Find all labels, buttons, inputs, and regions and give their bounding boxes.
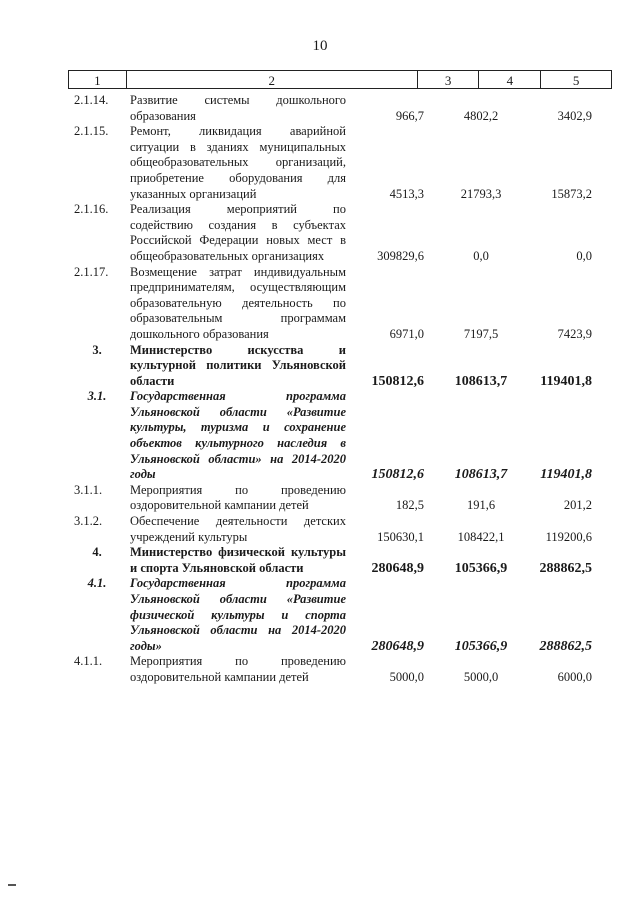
row-name: Ремонт, ликвидация аварийной ситуации в зданиях муниципальных общеобразовательных организаций, приобретение оборудования для указанных организаций (130, 124, 346, 201)
row-name: Реализация мероприятий по содействию создания в субъектах Российской Федерации новых мест в общеобразовательных организациях (130, 202, 346, 263)
table-header (68, 70, 612, 89)
row-value-col3: 280648,9 (371, 560, 424, 576)
row-value-col3: 6971,0 (389, 326, 424, 341)
row-value-col4: 108613,7 (454, 467, 508, 483)
row-name: Мероприятия по проведению оздоровительной кампании детей (130, 654, 346, 684)
row-name: Возмещение затрат индивидуальным предпринимателям, осуществляющим образовательную деятельность по образовательным программам дошкольного образования (130, 264, 346, 341)
row-value-col3: 280648,9 (371, 638, 424, 654)
row-value-col5: 288862,5 (539, 638, 592, 654)
table-row-program (68, 389, 628, 483)
row-number: 4.1. (87, 576, 107, 591)
row-value-col5: 6000,0 (557, 669, 592, 684)
row-number: 3.1.2. (74, 514, 103, 529)
row-number: 2.1.14. (74, 93, 109, 107)
row-number: 4.1.1. (74, 654, 103, 669)
header-col-5: 5 (572, 73, 580, 88)
row-number: 3.1.1. (74, 482, 103, 497)
row-value-col4: 191,6 (466, 498, 496, 513)
header-col-4: 4 (479, 71, 541, 88)
row-name: Министерство физической культуры и спорта Ульяновской области (130, 545, 346, 575)
row-name: Развитие системы дошкольного образования (130, 93, 346, 123)
header-col-1: 1 (69, 71, 127, 88)
row-number: 2.1.16. (74, 202, 109, 217)
row-value-col5: 3402,9 (557, 108, 592, 123)
row-value-col4: 7197,5 (463, 326, 499, 341)
row-number: 4. (92, 545, 102, 560)
table-row (68, 93, 628, 124)
table-row (68, 202, 628, 264)
row-value-col4: 0,0 (473, 248, 489, 263)
row-name: Мероприятия по проведению оздоровительной кампании детей (130, 482, 346, 513)
row-value-col3: 150630,1 (377, 529, 424, 544)
row-number: 3.1. (87, 389, 107, 404)
table-row (68, 514, 628, 545)
row-value-col3: 150812,6 (371, 467, 424, 483)
table-row (68, 265, 628, 343)
header-col-2: 2 (127, 71, 418, 88)
row-value-col4: 105366,9 (454, 560, 508, 576)
table-row-program (68, 576, 628, 654)
scan-edge-mark (8, 884, 16, 886)
row-value-col4: 105366,9 (454, 638, 508, 654)
row-value-col4: 108613,7 (454, 373, 508, 389)
row-number: 3. (92, 342, 102, 357)
row-number: 2.1.15. (74, 124, 109, 139)
page-number: 10 (312, 38, 328, 54)
row-value-col5: 0,0 (576, 248, 592, 263)
row-value-col5: 119200,6 (545, 529, 592, 544)
table-body (68, 93, 628, 686)
row-value-col4: 4802,2 (463, 108, 499, 123)
table-row (68, 124, 628, 202)
row-number: 2.1.17. (74, 264, 109, 279)
row-value-col3: 150812,6 (371, 373, 424, 389)
table-row (68, 654, 628, 685)
row-value-col3: 4513,3 (389, 186, 424, 201)
table-row-ministry (68, 343, 628, 390)
row-name: Министерство искусства и культурной политики Ульяновской области (130, 342, 346, 388)
row-value-col4: 108422,1 (457, 529, 505, 544)
row-value-col3: 5000,0 (389, 669, 424, 684)
table-row (68, 483, 628, 514)
table-row-ministry (68, 545, 628, 576)
row-value-col5: 15873,2 (551, 186, 592, 201)
row-value-col3: 309829,6 (377, 248, 424, 263)
header-col-3: 3 (418, 71, 480, 88)
row-name: Государственная программа Ульяновской области «Развитие культуры, туризма и сохранение объектов культурного наследия в Ульяновской области» на 2014-2020 годы (130, 389, 346, 482)
row-value-col5: 7423,9 (557, 326, 592, 341)
row-value-col5: 119401,8 (540, 373, 592, 389)
row-value-col3: 182,5 (395, 498, 424, 513)
row-value-col3: 966,7 (395, 108, 424, 123)
row-value-col5: 288862,5 (539, 560, 592, 576)
row-value-col5: 201,2 (563, 498, 592, 513)
row-value-col4: 21793,3 (460, 186, 502, 201)
row-value-col5: 119401,8 (540, 467, 592, 483)
row-name: Государственная программа Ульяновской области «Развитие физической культуры и спорта Ульяновской области на 2014-2020 годы» (130, 576, 346, 653)
row-name: Обеспечение деятельности детских учреждений культуры (130, 514, 346, 544)
row-value-col4: 5000,0 (463, 669, 499, 684)
